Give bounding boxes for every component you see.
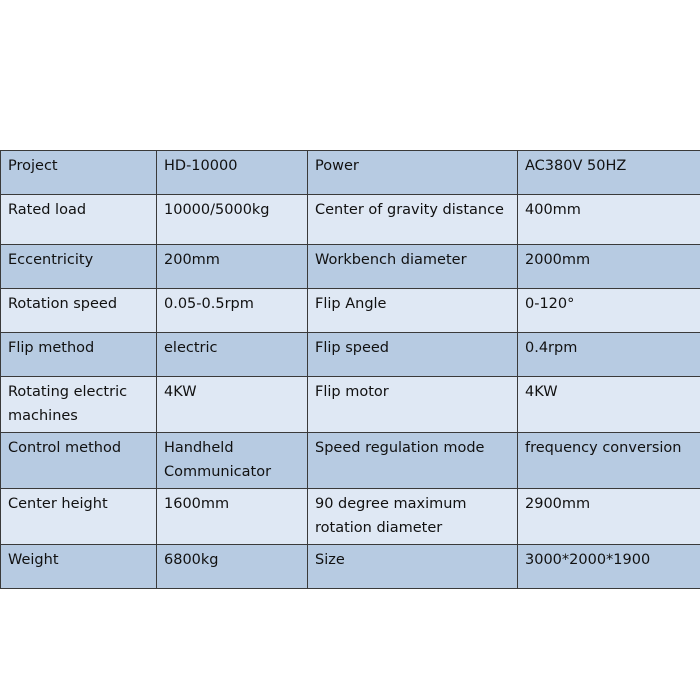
table-cell: Power [308,151,518,195]
table-cell: Center of gravity distance [308,195,518,245]
table-cell: Control method [1,433,157,489]
table-row [1,245,700,289]
table-cell: 2000mm [518,245,700,289]
table-cell: Rated load [1,195,157,245]
table-cell: 0.05-0.5rpm [157,289,308,333]
table-cell: Rotating electric machines [1,377,157,433]
table-cell: Handheld Communicator [157,433,308,489]
table-cell: 2900mm [518,489,700,545]
table-cell: Weight [1,545,157,589]
table-cell: Flip motor [308,377,518,433]
table-cell: 0.4rpm [518,333,700,377]
spec-table [0,150,700,589]
table-row [1,289,700,333]
table-cell: Eccentricity [1,245,157,289]
table-row [1,195,700,245]
table-cell: electric [157,333,308,377]
table-row [1,545,700,589]
table-cell: 10000/5000kg [157,195,308,245]
table-cell: 3000*2000*1900 [518,545,700,589]
table-cell: HD-10000 [157,151,308,195]
table-cell: Workbench diameter [308,245,518,289]
table-cell: frequency conversion [518,433,700,489]
table-cell: Flip method [1,333,157,377]
table-cell: 200mm [157,245,308,289]
table-cell: 4KW [157,377,308,433]
table-cell: 90 degree maximum rotation diameter [308,489,518,545]
table-cell: Flip Angle [308,289,518,333]
table-row [1,377,700,433]
table-row [1,433,700,489]
table-cell: 400mm [518,195,700,245]
table-cell: Center height [1,489,157,545]
table-cell: Flip speed [308,333,518,377]
table-cell: Project [1,151,157,195]
table-cell: 6800kg [157,545,308,589]
table-row [1,333,700,377]
table-row [1,489,700,545]
table-cell: 4KW [518,377,700,433]
table-cell: Speed regulation mode [308,433,518,489]
table-cell: Rotation speed [1,289,157,333]
table-cell: AC380V 50HZ [518,151,700,195]
table-row [1,151,700,195]
table-cell: 0-120° [518,289,700,333]
table-cell: Size [308,545,518,589]
table-cell: 1600mm [157,489,308,545]
